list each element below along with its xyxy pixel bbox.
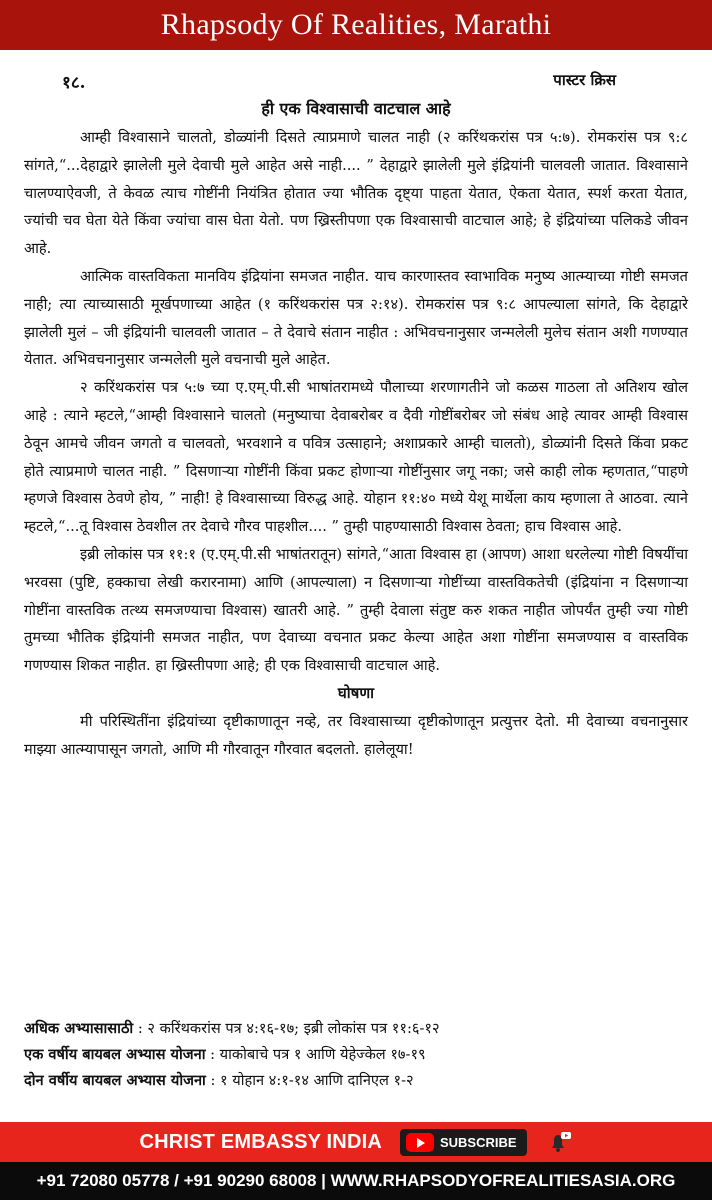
youtube-play-icon <box>406 1133 434 1152</box>
contact-banner <box>0 1162 712 1200</box>
two-year-plan-value: : १ योहान ४:१-१४ आणि दानिएल १-२ <box>205 1072 414 1089</box>
article-body <box>24 124 688 763</box>
one-year-plan-value: : याकोबाचे पत्र १ आणि येहेज्केल १७-१९ <box>205 1046 426 1063</box>
declaration-text: मी परिस्थितींना इंद्रियांच्या दृष्टीकाणातून नव्हे, तर विश्वासाच्या दृष्टीकोणातून प्रत्युत्तर देतो. मी देवाच्या वचनानुसार माझ्या आत्म्यापासून जगतो, आणि मी गौरवातून गौरवात बदलतो. हालेलूया! <box>24 712 688 758</box>
contact-info: +91 72080 05778 / +91 90290 68008 | WWW.RHAPSODYOFREALITIESASIA.ORG <box>36 1171 676 1190</box>
page-title: Rhapsody Of Realities, Marathi <box>160 8 552 41</box>
further-study-row <box>24 1016 688 1042</box>
paragraph-3: २ करिंथकरांस पत्र ५:७ च्या ए.एम्.पी.सी भाषांतरामध्ये पौलाच्या शरणागतीने जो कळस गाठला तो अतिशय खोल आहे : त्याने म्हटले,“आम्ही विश्वासाने चालतो (मनुष्याचा देवाबरोबर व दैवी गोष्टींबरोबर जो संबंध आहे त्यावर आम्ही विश्वास ठेवून आमचे जीवन जगतो व चालवतो, भरवशाने व पवित्र उत्साहाने; अशाप्रकारे आम्ही चालतो), डोळ्यांनी दिसते किंवा प्रकट होते त्याप्रमाणे चालत नाही. ” दिसणाऱ्या गोष्टींनी किंवा प्रकट होणाऱ्या गोष्टींनुसार जगू नका; जसे काही लोक म्हणतात,“पाहणे म्हणजे विश्वास ठेवणे होय, ” नाही! हे विश्वासाच्या विरुद्ध आहे. योहान ११:४० मध्ये येशू मार्थेला काय म्हणाला ते आठवा. त्याने म्हटले,“...तू विश्वास ठेवशील तर देवाचे गौरव पाहशील.... ” तुम्ही पाहण्यासाठी विश्वास ठेवता; हाच विश्वास आहे. <box>24 379 688 536</box>
one-year-plan-row <box>24 1042 688 1068</box>
study-section <box>24 1016 688 1094</box>
day-number: १८. <box>62 73 86 93</box>
channel-name: CHRIST EMBASSY INDIA <box>139 1130 382 1153</box>
subscribe-button[interactable] <box>400 1129 527 1156</box>
further-study-value: : २ करिंथकरांस पत्र ४:१६-१७; इब्री लोकांस पत्र ११:६-१२ <box>133 1020 440 1037</box>
two-year-plan-label: दोन वर्षीय बायबल अभ्यास योजना <box>24 1072 206 1089</box>
channel-banner <box>0 1122 712 1162</box>
further-study-label: अधिक अभ्यासासाठी <box>24 1020 134 1037</box>
two-year-plan-row <box>24 1068 688 1094</box>
meta-row <box>0 70 712 96</box>
devotional-document <box>0 50 712 1122</box>
header-bar <box>0 0 712 50</box>
notification-bell-icon[interactable] <box>543 1129 573 1155</box>
article-title: ही एक विश्वासाची वाटचाल आहे <box>261 99 451 118</box>
one-year-plan-label: एक वर्षीय बायबल अभ्यास योजना <box>24 1046 206 1063</box>
author-name: पास्टर क्रिस <box>553 71 616 89</box>
paragraph-2: आत्मिक वास्तविकता मानविय इंद्रियांना समजत नाहीत. याच कारणास्तव स्वाभाविक मनुष्य आत्म्याच्या गोष्टी समजत नाही; त्या त्याच्यासाठी मूर्खपणाच्या आहेत (१ करिंथकरांस पत्र २:१४). रोमकरांस पत्र ९:८ आपल्याला सांगते, कि देहाद्वारे झालेली मुलं – जी इंद्रियांनी चालवली जातात – ते देवाचे संतान नाहीत : अभिवचनानुसार जन्मलेली मुलेच संतान अशी गणण्यात येतात. अभिवचनानुसार जन्मलेली मुले वचनाची मुले आहेत. <box>24 267 688 369</box>
subscribe-label: SUBSCRIBE <box>439 1134 517 1150</box>
paragraph-1: आम्ही विश्वासाने चालतो, डोळ्यांनी दिसते त्याप्रमाणे चालत नाही (२ करिंथकरांस पत्र ५:७). रोमकरांस पत्र ९:८ सांगते,“...देहाद्वारे झालेली मुले देवाची मुले आहेत असे नाही.... ” देहाद्वारे झालेली मुले इंद्रियांनी चालवली जातात. विश्वासाने चालण्याऐवजी, ते केवळ त्याच गोष्टींनी नियंत्रित होतात ज्या भौतिक दृष्ट्या पाहता येतात, ऐकता येतात, स्पर्श करता येतात, ज्यांची चव घेता येते किंवा ज्यांचा वास घेता येतो. पण ख्रिस्तीपणा एक विश्वासाची वाटचाल आहे; हे इंद्रियांच्या पलिकडे जीवन आहे. <box>24 129 688 258</box>
paragraph-4: इब्री लोकांस पत्र ११:१ (ए.एम्.पी.सी भाषांतरातून) सांगते,“आता विश्वास हा (आपण) आशा धरलेल्या गोष्टी विषयींचा भरवसा (पुष्टि, हक्काचा लेखी करारनामा) आणि (आपल्याला) न दिसणाऱ्या गोष्टींच्या वास्तविकतेची (इंद्रियांना न दिसणाऱ्या गोष्टींना वास्तविक तत्थ्य समजण्याचा विश्वास) खातरी आहे. ” तुम्ही देवाला संतुष्ट करु शकत नाहीत जोपर्यंत तुम्ही ज्या गोष्टी तुमच्या भौतिक इंद्रियांनी समजत नाहीत, पण देवाच्या वचनात प्रकट केल्या आहेत अशा गोष्टींना समजण्यास व वास्तविक गणण्यास शिकत नाहीत. हा ख्रिस्तीपणा आहे; ही एक विश्वासाची वाटचाल आहे. <box>24 545 688 675</box>
declaration-heading: घोषणा <box>337 683 375 702</box>
